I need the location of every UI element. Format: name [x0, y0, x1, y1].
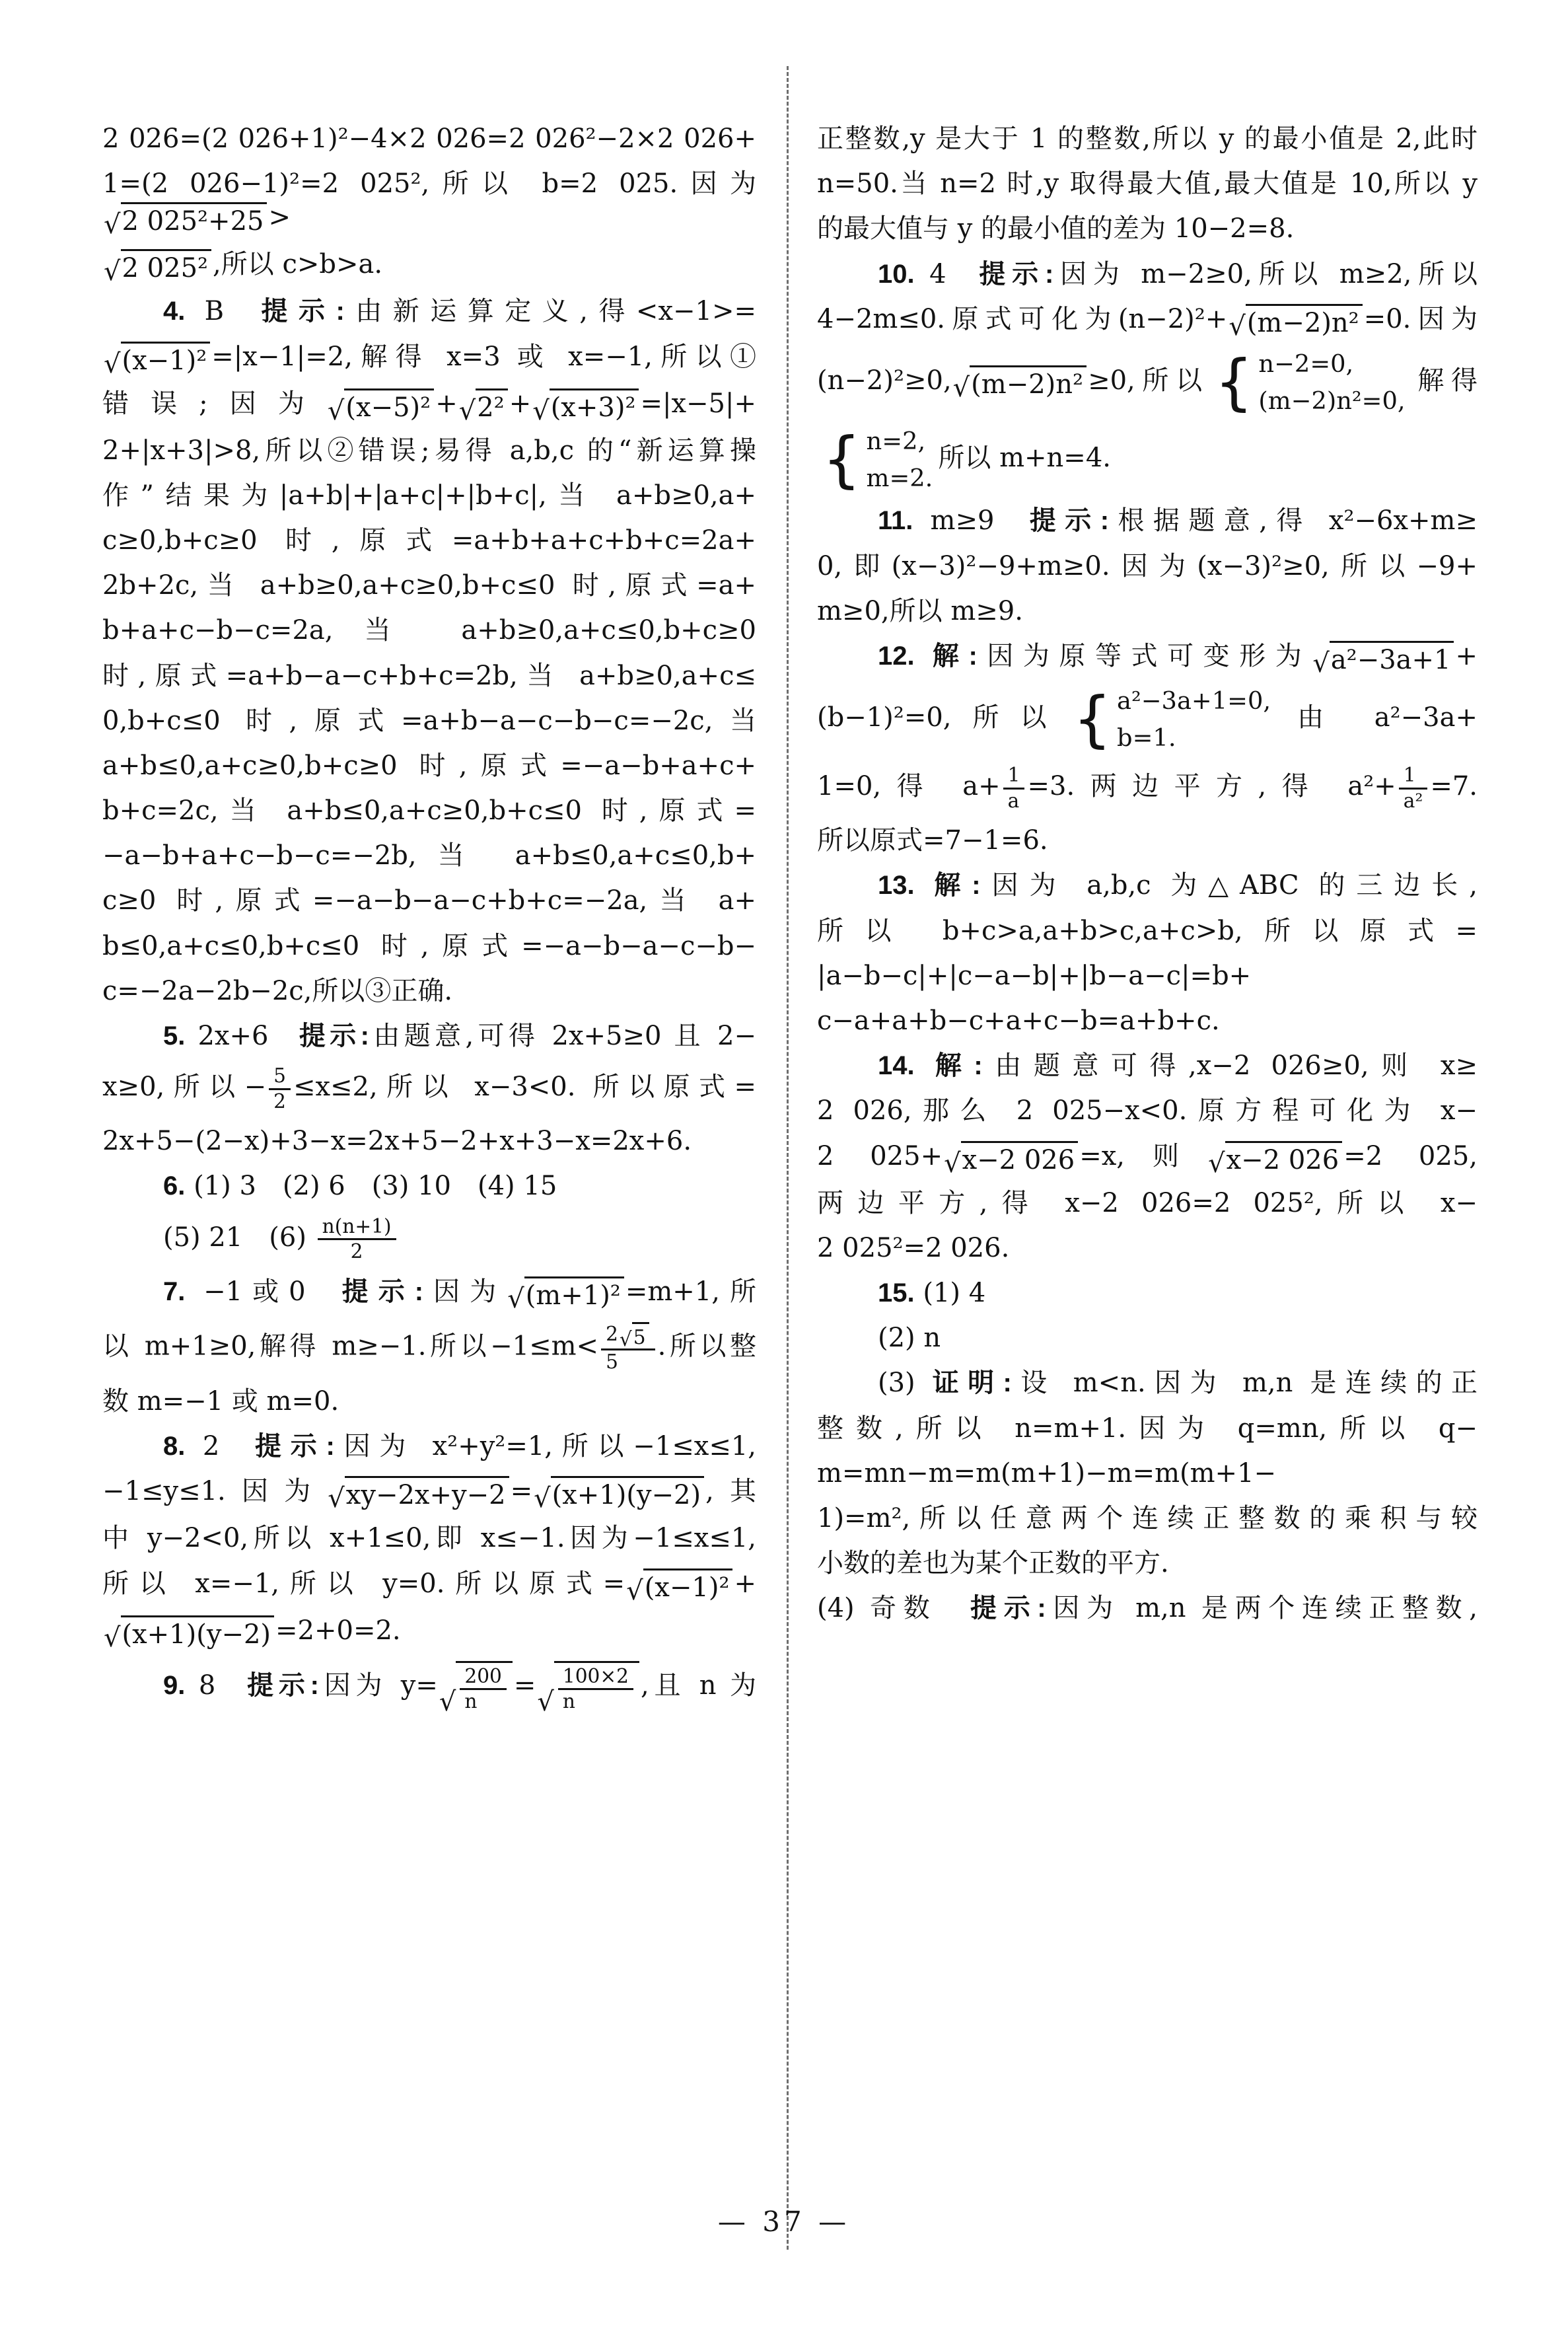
bold-label: 14.	[878, 1051, 915, 1081]
text-line: 10. 4 提示:因为 m−2≥0,所以 m≥2,所以	[878, 258, 1478, 289]
text-line: 2x+5−(2−x)+3−x=2x+5−2+x+3−x=2x+6.	[102, 1126, 692, 1157]
bold-label: 解:	[934, 871, 981, 901]
fraction	[1003, 764, 1025, 813]
radical-sign: √	[104, 348, 121, 379]
text-line: 4. B 提示:由新运算定义,得<x−1>=	[163, 296, 757, 327]
bold-label: 13.	[878, 871, 915, 901]
text-line: (n−2)²≥0, √ (m−2)n² ≥0,所以 { n−2=0, (m−2)n²=0, 解得	[817, 346, 1478, 418]
text-line: 2 026,那么 2 025−x<0.原方程可化为 x−	[817, 1095, 1478, 1126]
text-line: 数 m=−1 或 m=0.	[102, 1386, 339, 1417]
text-line: 0,b+c≤0 时,原式=a+b−a−c−b−c=−2c,当	[102, 705, 756, 736]
system-row: n=2,	[866, 427, 926, 456]
text-line: m=mn−m=m(m+1)−m=m(m+1−	[817, 1458, 1277, 1489]
text-line: 5. 2x+6 提示:由题意,可得 2x+5≥0 且 2−	[163, 1021, 756, 1051]
text-line: (5) 21 (6) $\frac{n(n+1)}{2}$	[102, 1215, 756, 1264]
fraction-numerator: 2 √ 5	[601, 1322, 655, 1350]
radicand: (m−2)n²	[1246, 304, 1363, 338]
text-line: 1=0,得 a+ $\frac{1}{a}$ =3.两边平方,得 a²+ $\frac{1}{\text{a²}}$ =7.	[817, 764, 1478, 812]
radical-sign: √	[1312, 647, 1330, 679]
page-footer	[0, 2205, 1568, 2238]
bold-label: 12.	[878, 641, 915, 671]
text-line: 2+|x+3|>8,所以②错误;易得 a,b,c 的“新运算操	[102, 435, 756, 466]
text-line: c≥0,b+c≥0 时,原式=a+b+a+c+b+c=2a+	[102, 525, 756, 556]
fraction	[318, 1215, 396, 1264]
text-line: 以 m+1≥0,解得 m≥−1.所以−1≤m< 2 √ 5 5 .所以整	[102, 1322, 756, 1373]
bold-label: 10.	[878, 259, 915, 289]
radical-expression	[952, 365, 1087, 403]
radicand: x−2 026	[1225, 1141, 1343, 1175]
text-line: 2 026=(2 026+1)²−4×2 026=2 026²−2×2 026+	[102, 124, 756, 154]
text-line: (3) 证明:设 m<n.因为 m,n 是连续的正	[878, 1368, 1478, 1399]
system-row: m=2.	[866, 464, 933, 493]
radical-expression	[104, 249, 211, 287]
text-line: 所以 x=−1,所以 y=0.所以原式= √ (x−1)² +	[102, 1568, 756, 1606]
text-line: 作”结果为|a+b|+|a+c|+|b+c|,当 a+b≥0,a+	[102, 480, 756, 511]
fraction-numerator: 1	[1003, 764, 1025, 790]
fraction-denominator: a²	[1403, 789, 1423, 812]
text-line: m≥0,所以 m≥9.	[817, 595, 1023, 626]
text-line: 9. 8 提示:因为 y= √ $\frac{200}{n}$ = √ $\frac{100\times 2}{n}$ ,且 n 为	[102, 1661, 756, 1714]
bold-label: 提示:	[972, 259, 1054, 289]
text-line: 8. 2 提示:因为 x²+y²=1,所以−1≤x≤1,	[163, 1431, 757, 1462]
radical-expression	[439, 1661, 513, 1717]
system-rows	[1117, 686, 1271, 753]
text-line: √ (x−1)² =|x−1|=2,解得 x=3 或 x=−1,所以①	[104, 341, 756, 379]
bold-label: 解:	[935, 1051, 983, 1081]
bold-label: 8.	[163, 1432, 186, 1461]
radical-sign: √	[537, 1686, 554, 1717]
fraction-numerator: 1	[1399, 764, 1428, 790]
radicand: (x+1)(y−2)	[121, 1615, 275, 1650]
equation-system	[1214, 346, 1406, 418]
radical-sign: √	[626, 1575, 643, 1606]
radical-sign: √	[327, 395, 345, 426]
radical-expression	[1208, 1141, 1342, 1179]
left-column	[102, 111, 756, 1725]
radical-expression	[104, 202, 267, 240]
fraction-numerator: 200	[460, 1665, 507, 1691]
radical-expression	[1312, 641, 1454, 679]
fraction	[1399, 764, 1428, 813]
text-line: 12. 解:因为原等式可变形为 √ a²−3a+1 +	[878, 640, 1478, 679]
system-rows	[1258, 350, 1405, 416]
fraction	[601, 1322, 655, 1374]
text-line: (b−1)²=0,所以 { a²−3a+1=0, b=1. 由 a²−3a+	[817, 684, 1478, 755]
radicand: a²−3a+1	[1330, 641, 1454, 675]
text-line: 正整数,y 是大于 1 的整数,所以 y 的最小值是 2,此时	[817, 124, 1478, 154]
text-line: |a−b−c|+|c−a−b|+|b−a−c|=b+	[817, 960, 1252, 991]
fraction	[558, 1665, 633, 1714]
text-line: (2) n	[878, 1323, 941, 1354]
radical-expression	[1229, 304, 1362, 342]
radical-expression	[944, 1141, 1078, 1179]
radical-expression	[537, 1661, 639, 1717]
page-number: — 37 —	[717, 2205, 851, 2238]
text-line: x≥0,所以− $\frac{5}{2}$ ≤x≤2,所以 x−3<0. 所以原式=	[102, 1064, 756, 1113]
radical-expression	[532, 388, 639, 426]
radical-sign: √	[1229, 311, 1246, 342]
system-brace: {	[1073, 684, 1112, 755]
fraction-numerator: 5	[269, 1064, 291, 1090]
bold-label: 提示:	[242, 1670, 319, 1700]
text-line: 15. (1) 4	[878, 1277, 986, 1308]
radicand: x−2 026	[961, 1141, 1079, 1175]
bold-label: 提示:	[295, 1021, 369, 1051]
right-column	[817, 111, 1478, 1637]
text-line: −1≤y≤1.因为 √ xy−2x+y−2 = √ (x+1)(y−2) ,其	[102, 1476, 756, 1514]
bold-label: 7.	[163, 1276, 186, 1306]
radical-sign: √	[952, 372, 970, 403]
fraction-numerator: n(n+1)	[318, 1215, 396, 1241]
bold-label: 11.	[878, 506, 913, 536]
radicand: (x−1)²	[121, 342, 211, 376]
text-line: 2 025²=2 026.	[817, 1232, 1010, 1263]
text-line: (4) 奇数 提示:因为 m,n 是两个连续正整数,	[817, 1593, 1478, 1624]
fraction	[460, 1665, 507, 1714]
text-line: 2b+2c,当 a+b≥0,a+c≥0,b+c≤0 时,原式=a+	[102, 570, 756, 601]
text-line: c=−2a−2b−2c,所以③正确.	[102, 975, 453, 1006]
radical-sign: √	[458, 395, 476, 426]
equation-system	[822, 424, 933, 496]
radical-expression	[507, 1276, 624, 1314]
text-line: 1)=m²,所以任意两个连续正整数的乘积与较	[817, 1502, 1478, 1533]
bold-label: 15.	[878, 1278, 915, 1308]
text-line: b+a+c−b−c=2a,当 a+b≥0,a+c≤0,b+c≥0	[102, 615, 756, 646]
radical-expression	[327, 388, 434, 426]
radical-expression	[458, 388, 508, 426]
system-row: n−2=0,	[1258, 349, 1354, 378]
text-line: 0,即(x−3)²−9+m≥0.因为(x−3)²≥0,所以−9+	[817, 550, 1478, 581]
column-divider	[787, 66, 789, 2250]
radicand: 5	[632, 1322, 649, 1348]
text-line: 的最大值与 y 的最小值的差为 10−2=8.	[817, 213, 1295, 244]
radical-sign: √	[104, 256, 121, 287]
radical-expression	[534, 1476, 704, 1514]
radical-sign: √	[104, 209, 121, 240]
fraction-denominator: 5	[606, 1350, 618, 1373]
system-row: a²−3a+1=0,	[1117, 686, 1271, 715]
radicand: 2 025²+25	[121, 202, 267, 237]
text-line: 4−2m≤0.原式可化为(n−2)²+ √ (m−2)n² =0.因为	[817, 303, 1478, 342]
bold-label: 解:	[932, 641, 978, 671]
system-row: (m−2)n²=0,	[1258, 386, 1406, 415]
bold-label: 提示:	[332, 1276, 424, 1306]
radicand: 2 025²	[121, 249, 212, 283]
text-line: 所以 b+c>a,a+b>c,a+c>b,所以原式=	[817, 915, 1478, 946]
text-line: √ (x+1)(y−2) =2+0=2.	[104, 1615, 401, 1653]
radical-sign: √	[944, 1148, 961, 1179]
radical-expression	[620, 1322, 649, 1348]
text-line: 7. −1或0 提示:因为 √ (m+1)² =m+1,所	[163, 1276, 757, 1314]
bold-label: 5.	[163, 1021, 186, 1051]
radicand: (x+1)(y−2)	[551, 1476, 705, 1510]
text-line: { n=2, m=2. 所以 m+n=4.	[822, 424, 1111, 496]
fraction-denominator: 2	[350, 1240, 363, 1263]
radicand: (x−5)²	[344, 388, 434, 423]
radicand: 2²	[476, 388, 507, 423]
radicand	[554, 1661, 639, 1714]
text-line: b+c=2c,当 a+b≤0,a+c≥0,b+c≤0 时,原式=	[102, 795, 756, 827]
system-rows	[867, 427, 933, 493]
radicand	[456, 1661, 513, 1714]
fraction-denominator: n	[562, 1690, 575, 1713]
text-line: a+b≤0,a+c≥0,b+c≥0 时,原式=−a−b+a+c+	[102, 750, 756, 781]
radical-sign: √	[619, 1328, 632, 1350]
bold-label: 4.	[163, 297, 186, 326]
radical-expression	[104, 342, 210, 379]
radical-sign: √	[1208, 1148, 1225, 1179]
radical-expression	[104, 1615, 274, 1653]
equation-system	[1073, 686, 1271, 753]
bold-label: 提示:	[963, 1594, 1046, 1623]
radical-expression	[626, 1568, 732, 1606]
bold-label: 9.	[163, 1670, 186, 1700]
text-line: −a−b+a+c−b−c=−2b,当 a+b≤0,a+c≤0,b+	[102, 840, 756, 871]
text-line: 13. 解:因为 a,b,c 为△ABC 的三边长,	[878, 870, 1478, 901]
radical-sign: √	[532, 395, 550, 426]
text-line: 小数的差也为某个正数的平方.	[817, 1548, 1169, 1579]
bold-label: 提示:	[1020, 506, 1110, 536]
radicand: (x+3)²	[550, 388, 639, 423]
radical-expression	[328, 1476, 509, 1514]
bold-label: 6.	[163, 1171, 186, 1201]
fraction-denominator: 2	[273, 1089, 286, 1113]
text-line: 2 025+ √ x−2 026 =x,则 √ x−2 026 =2 025,	[817, 1140, 1478, 1179]
text-line: 两边平方,得 x−2 026=2 025²,所以 x−	[817, 1187, 1478, 1218]
fraction-denominator: n	[464, 1690, 478, 1713]
text-line: 14. 解:由题意可得,x−2 026≥0,则 x≥	[878, 1051, 1478, 1082]
system-row: b=1.	[1117, 723, 1176, 753]
radical-sign: √	[439, 1686, 456, 1717]
radical-sign: √	[534, 1483, 551, 1514]
bold-label: 提示:	[250, 297, 345, 326]
text-line: 6. (1) 3 (2) 6 (3) 10 (4) 15	[163, 1171, 557, 1202]
bold-label: 证明:	[932, 1368, 1012, 1398]
radicand: (m+1)²	[524, 1276, 624, 1311]
system-brace: {	[1214, 346, 1254, 418]
radical-sign: √	[507, 1283, 524, 1314]
bold-label: 提示:	[246, 1432, 335, 1461]
text-line: c≥0 时,原式=−a−b−a−c+b+c=−2a,当 a+	[102, 885, 756, 916]
text-line: 时,原式=a+b−a−c+b+c=2b,当 a+b≥0,a+c≤	[102, 660, 756, 691]
fraction-numerator: 100×2	[558, 1665, 633, 1691]
radical-sign: √	[104, 1622, 121, 1653]
text-line: 1=(2 026−1)²=2 025²,所以 b=2 025.因为 √ 2 025²+25 >	[102, 168, 756, 240]
fraction-denominator: a	[1007, 789, 1020, 812]
text-line: 所以原式=7−1=6.	[817, 825, 1048, 856]
text-line: b≤0,a+c≤0,b+c≤0 时,原式=−a−b−a−c−b−	[102, 930, 756, 961]
radicand: (m−2)n²	[970, 365, 1087, 400]
text-line: 整数,所以 n=m+1.因为 q=mn,所以 q−	[817, 1413, 1478, 1444]
radicand: (x−1)²	[643, 1568, 733, 1603]
text-line: √ 2 025² ,所以 c>b>a.	[104, 249, 383, 287]
text-line: 11. m≥9 提示:根据题意,得 x²−6x+m≥	[878, 505, 1478, 536]
radical-sign: √	[328, 1483, 345, 1514]
radicand: xy−2x+y−2	[345, 1476, 509, 1510]
text-line: 错误;因为 √ (x−5)² + √ 2² + √ (x+3)² =|x−5|+	[102, 388, 756, 426]
fraction	[269, 1064, 291, 1113]
text-line: 中 y−2<0,所以 x+1≤0,即 x≤−1.因为−1≤x≤1,	[102, 1523, 756, 1554]
text-line: n=50.当 n=2 时,y 取得最大值,最大值是 10,所以 y	[817, 168, 1478, 200]
system-brace: {	[822, 424, 861, 496]
text-line: c−a+a+b−c+a+c−b=a+b+c.	[817, 1006, 1220, 1036]
